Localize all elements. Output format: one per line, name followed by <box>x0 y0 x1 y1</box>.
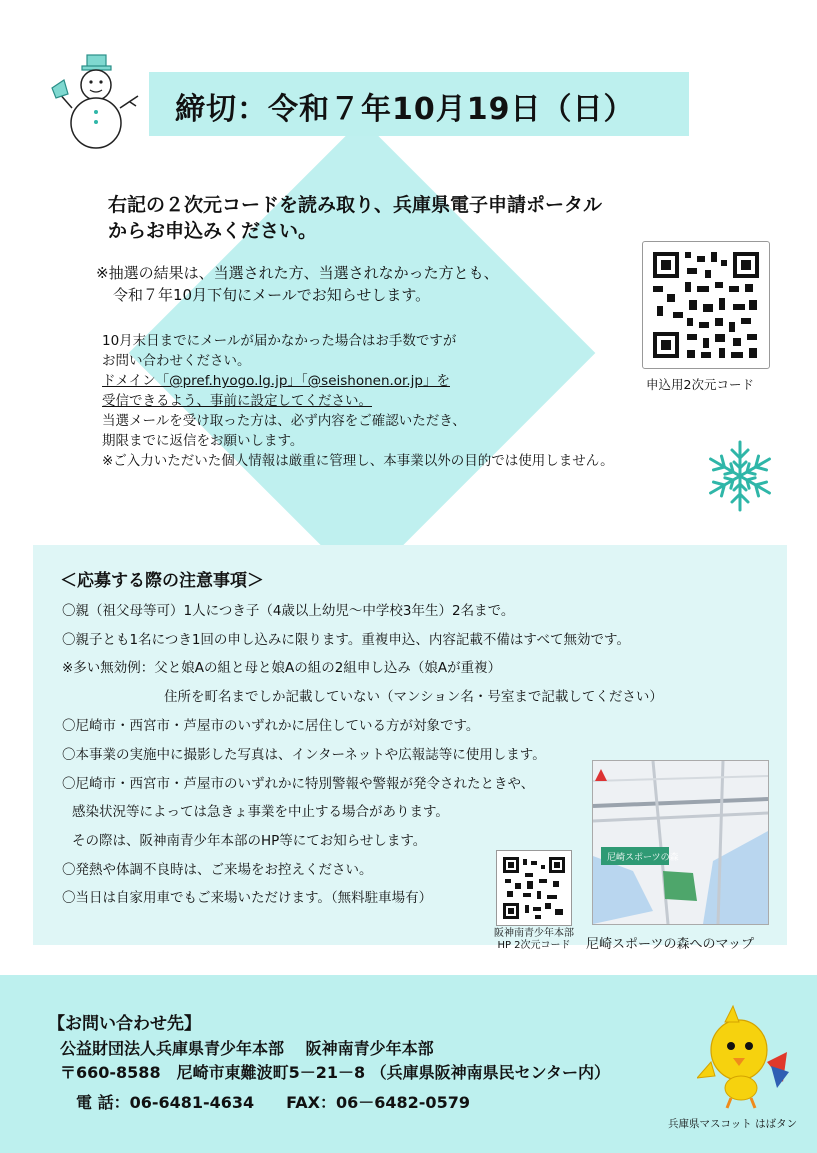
application-qr-code[interactable] <box>642 241 770 369</box>
note-item: その際は、阪神南青少年本部のHP等にてお知らせします。 <box>72 833 427 849</box>
mail-setting-line: 受信できるよう、事前に設定してください。 <box>102 393 372 409</box>
hp-qr-caption-line-2: HP 2次元コード <box>497 940 571 951</box>
hp-qr-caption-line-1: 阪神南青少年本部 <box>494 928 574 939</box>
qr-code-icon <box>643 242 769 368</box>
hp-qr-caption <box>484 928 584 952</box>
contact-address: 〒660-8588 尼崎市東難波町5－21－8 （兵庫県阪神南県民センター内） <box>60 1063 611 1082</box>
privacy-note: ※ご入力いただいた個人情報は厳重に管理し、本事業以外の目的では使用しません。 <box>102 453 614 469</box>
note-item: 〇当日は自家用車でもご来場いただけます。（無料駐車場有） <box>62 890 433 906</box>
snowman-illustration <box>50 50 145 152</box>
habatan-mascot-illustration <box>697 1002 789 1110</box>
note-item: 感染状況等によっては急きょ事業を中止する場合があります。 <box>72 804 449 820</box>
note-item: ※多い無効例：父と娘Aの組と母と娘Aの組の2組申し込み（娘Aが重複） <box>62 660 502 676</box>
mail-domain-line: ドメイン「@pref.hyogo.lg.jp」「@seishonen.or.jp」を <box>102 373 450 389</box>
note-item: 〇親子とも1名につき1回の申し込みに限ります。重複申込、内容記載不備はすべて無効です。 <box>62 632 630 648</box>
intro-lead-line-2: からお申込みください。 <box>108 220 318 242</box>
venue-map[interactable] <box>592 760 769 925</box>
mail-note-line-5: 当選メールを受け取った方は、必ず内容をご確認いただき、 <box>102 413 466 429</box>
snowflake-icon <box>705 438 775 514</box>
mail-note-line-6: 期限までに返信をお願いします。 <box>102 433 304 449</box>
qr-code-icon <box>497 851 571 925</box>
mail-note-line-1: 10月末日までにメールが届かなかった場合はお手数ですが <box>102 333 457 349</box>
contact-heading: 【お問い合わせ先】 <box>48 1014 201 1034</box>
contact-organization: 公益財団法人兵庫県青少年本部 阪神南青少年本部 <box>60 1039 434 1058</box>
note-item: 〇尼崎市・西宮市・芦屋市のいずれかに特別警報や警報が発令されたときや、 <box>62 776 535 792</box>
notes-heading: ＜応募する際の注意事項＞ <box>60 571 264 591</box>
map-venue-label: 尼崎スポーツの森 <box>607 853 679 863</box>
map-graphic <box>593 761 768 924</box>
map-caption: 尼崎スポーツの森へのマップ <box>586 937 754 952</box>
deadline-text: 締切：令和７年10月19日（日） <box>175 92 635 127</box>
hp-qr-code[interactable] <box>496 850 572 926</box>
mascot-caption: 兵庫県マスコット はばタン <box>668 1118 798 1130</box>
lottery-note-line-2: 令和７年10月下旬にメールでお知らせします。 <box>113 286 431 304</box>
note-item: 〇発熱や体調不良時は、ご来場をお控えください。 <box>62 862 373 878</box>
contact-phone-fax: 電 話：06-6481-4634 FAX：06－6482-0579 <box>76 1093 470 1112</box>
note-item: 〇親（祖父母等可）1人につき子（4歳以上幼児～中学校3年生）2名まで。 <box>62 603 515 619</box>
lottery-note-line-1: ※抽選の結果は、当選された方、当選されなかった方とも、 <box>96 264 499 282</box>
qr-caption: 申込用2次元コード <box>646 377 754 392</box>
mail-note-line-2: お問い合わせください。 <box>102 353 251 369</box>
note-item: 住所を町名までしか記載していない（マンション名・号室まで記載してください） <box>164 689 663 705</box>
note-item: 〇尼崎市・西宮市・芦屋市のいずれかに居住している方が対象です。 <box>62 718 480 734</box>
intro-lead-line-1: 右記の２次元コードを読み取り、兵庫県電子申請ポータル <box>108 194 603 216</box>
note-item: 〇本事業の実施中に撮影した写真は、インターネットや広報誌等に使用します。 <box>62 747 546 763</box>
